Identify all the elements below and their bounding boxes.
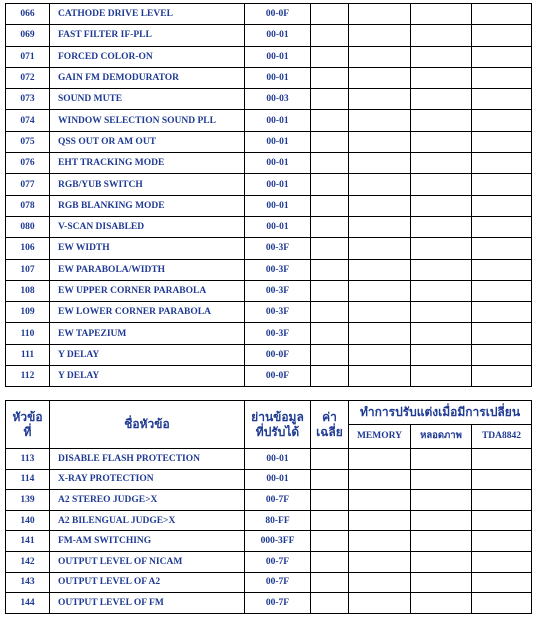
item-number: 077: [6, 174, 50, 195]
ic-cell: [472, 238, 532, 259]
picture-tube-cell: [411, 323, 472, 344]
average-cell: [311, 67, 349, 88]
ic-cell: [472, 531, 532, 552]
average-cell: [311, 216, 349, 237]
item-range: 00-01: [245, 25, 311, 46]
memory-cell: [349, 259, 411, 280]
item-range: 00-01: [245, 469, 311, 490]
ic-cell: [472, 469, 532, 490]
table-row: [6, 89, 532, 110]
average-cell: [311, 238, 349, 259]
memory-cell: [349, 531, 411, 552]
item-name: X-RAY PROTECTION: [50, 469, 245, 490]
item-range: 00-3F: [245, 302, 311, 323]
item-range: 00-7F: [245, 490, 311, 511]
header-memory: MEMORY: [349, 425, 411, 449]
average-cell: [311, 572, 349, 593]
ic-cell: [472, 131, 532, 152]
memory-cell: [349, 4, 411, 25]
table-row: [6, 4, 532, 25]
table-row: [6, 323, 532, 344]
header-item-no-line2: ที่: [23, 424, 32, 439]
item-number: 066: [6, 4, 50, 25]
item-range: 00-7F: [245, 572, 311, 593]
item-range: 00-0F: [245, 4, 311, 25]
average-cell: [311, 593, 349, 614]
table-row: [6, 238, 532, 259]
memory-cell: [349, 110, 411, 131]
table-row: [6, 174, 532, 195]
average-cell: [311, 46, 349, 67]
item-number: 139: [6, 490, 50, 511]
item-range: 00-01: [245, 195, 311, 216]
item-name: FORCED COLOR-ON: [50, 46, 245, 67]
ic-cell: [472, 259, 532, 280]
item-name: EW LOWER CORNER PARABOLA: [50, 302, 245, 323]
header-ic-tda8842: TDA8842: [472, 425, 532, 449]
settings-table-top: [5, 3, 532, 387]
picture-tube-cell: [411, 490, 472, 511]
table-row: [6, 366, 532, 387]
item-range: 00-3F: [245, 323, 311, 344]
picture-tube-cell: [411, 302, 472, 323]
header-range: [245, 401, 311, 449]
item-name: EW TAPEZIUM: [50, 323, 245, 344]
item-number: 076: [6, 153, 50, 174]
ic-cell: [472, 89, 532, 110]
ic-cell: [472, 572, 532, 593]
memory-cell: [349, 551, 411, 572]
item-number: 110: [6, 323, 50, 344]
header-average-line1: ค่า: [322, 409, 337, 424]
memory-cell: [349, 280, 411, 301]
picture-tube-cell: [411, 449, 472, 470]
average-cell: [311, 153, 349, 174]
average-cell: [311, 25, 349, 46]
item-range: 80-FF: [245, 510, 311, 531]
item-name: EHT TRACKING MODE: [50, 153, 245, 174]
average-cell: [311, 510, 349, 531]
ic-cell: [472, 195, 532, 216]
memory-cell: [349, 572, 411, 593]
picture-tube-cell: [411, 572, 472, 593]
item-range: 00-01: [245, 67, 311, 88]
item-number: 112: [6, 366, 50, 387]
item-name: EW WIDTH: [50, 238, 245, 259]
item-name: CATHODE DRIVE LEVEL: [50, 4, 245, 25]
item-number: 071: [6, 46, 50, 67]
table-row: [6, 46, 532, 67]
picture-tube-cell: [411, 344, 472, 365]
header-item-name: ชื่อหัวข้อ: [50, 401, 245, 449]
ic-cell: [472, 110, 532, 131]
item-name: OUTPUT LEVEL OF A2: [50, 572, 245, 593]
item-number: 111: [6, 344, 50, 365]
ic-cell: [472, 449, 532, 470]
ic-cell: [472, 153, 532, 174]
ic-cell: [472, 302, 532, 323]
item-number: 078: [6, 195, 50, 216]
item-number: 141: [6, 531, 50, 552]
picture-tube-cell: [411, 67, 472, 88]
item-range: 00-3F: [245, 238, 311, 259]
item-number: 140: [6, 510, 50, 531]
ic-cell: [472, 280, 532, 301]
item-range: 00-01: [245, 110, 311, 131]
memory-cell: [349, 238, 411, 259]
item-number: 106: [6, 238, 50, 259]
average-cell: [311, 259, 349, 280]
item-range: 00-7F: [245, 593, 311, 614]
table-row: [6, 469, 532, 490]
ic-cell: [472, 510, 532, 531]
ic-cell: [472, 46, 532, 67]
item-range: 00-01: [245, 449, 311, 470]
average-cell: [311, 366, 349, 387]
item-name: RGB BLANKING MODE: [50, 195, 245, 216]
average-cell: [311, 89, 349, 110]
table-row: [6, 195, 532, 216]
average-cell: [311, 280, 349, 301]
table-row: [6, 593, 532, 614]
ic-cell: [472, 551, 532, 572]
item-name: EW PARABOLA/WIDTH: [50, 259, 245, 280]
item-range: 00-01: [245, 46, 311, 67]
memory-cell: [349, 25, 411, 46]
memory-cell: [349, 449, 411, 470]
item-range: 00-3F: [245, 259, 311, 280]
item-number: 144: [6, 593, 50, 614]
table-row: [6, 344, 532, 365]
header-average: [311, 401, 349, 449]
picture-tube-cell: [411, 25, 472, 46]
picture-tube-cell: [411, 259, 472, 280]
item-name: Y DELAY: [50, 366, 245, 387]
item-name: A2 BILENGUAL JUDGE>X: [50, 510, 245, 531]
item-name: GAIN FM DEMODURATOR: [50, 67, 245, 88]
item-number: 107: [6, 259, 50, 280]
memory-cell: [349, 89, 411, 110]
memory-cell: [349, 216, 411, 237]
item-range: 00-0F: [245, 366, 311, 387]
picture-tube-cell: [411, 216, 472, 237]
item-range: 00-03: [245, 89, 311, 110]
header-adjust: ทำการปรับแต่งเมื่อมีการเปลี่ยน: [349, 401, 532, 425]
ic-cell: [472, 490, 532, 511]
item-number: 080: [6, 216, 50, 237]
picture-tube-cell: [411, 510, 472, 531]
item-number: 143: [6, 572, 50, 593]
table-row: [6, 302, 532, 323]
header-range-line2: ที่ปรับได้: [255, 424, 300, 439]
item-range: 00-3F: [245, 280, 311, 301]
picture-tube-cell: [411, 551, 472, 572]
item-name: RGB/YUB SWITCH: [50, 174, 245, 195]
header-picture-tube: หลอดภาพ: [411, 425, 472, 449]
settings-table-bottom: [5, 400, 532, 614]
average-cell: [311, 323, 349, 344]
memory-cell: [349, 323, 411, 344]
table-row: [6, 449, 532, 470]
ic-cell: [472, 593, 532, 614]
table-row: [6, 259, 532, 280]
item-name: EW UPPER CORNER PARABOLA: [50, 280, 245, 301]
memory-cell: [349, 510, 411, 531]
memory-cell: [349, 344, 411, 365]
table-row: [6, 490, 532, 511]
average-cell: [311, 490, 349, 511]
item-range: 00-01: [245, 131, 311, 152]
ic-cell: [472, 366, 532, 387]
picture-tube-cell: [411, 366, 472, 387]
average-cell: [311, 131, 349, 152]
item-range: 00-01: [245, 153, 311, 174]
table-row: [6, 153, 532, 174]
memory-cell: [349, 67, 411, 88]
picture-tube-cell: [411, 195, 472, 216]
memory-cell: [349, 302, 411, 323]
ic-cell: [472, 216, 532, 237]
ic-cell: [472, 4, 532, 25]
memory-cell: [349, 195, 411, 216]
item-number: 113: [6, 449, 50, 470]
item-range: 00-01: [245, 174, 311, 195]
item-number: 073: [6, 89, 50, 110]
memory-cell: [349, 490, 411, 511]
average-cell: [311, 4, 349, 25]
item-range: 00-0F: [245, 344, 311, 365]
picture-tube-cell: [411, 280, 472, 301]
table-row: [6, 510, 532, 531]
picture-tube-cell: [411, 174, 472, 195]
item-name: WINDOW SELECTION SOUND PLL: [50, 110, 245, 131]
item-name: SOUND MUTE: [50, 89, 245, 110]
item-name: QSS OUT OR AM OUT: [50, 131, 245, 152]
item-range: 000-3FF: [245, 531, 311, 552]
header-range-line1: ย่านข้อมูล: [251, 409, 304, 424]
table-row: [6, 110, 532, 131]
item-range: 00-7F: [245, 551, 311, 572]
ic-cell: [472, 323, 532, 344]
picture-tube-cell: [411, 238, 472, 259]
table-row: [6, 216, 532, 237]
average-cell: [311, 174, 349, 195]
item-number: 109: [6, 302, 50, 323]
item-number: 074: [6, 110, 50, 131]
average-cell: [311, 531, 349, 552]
memory-cell: [349, 131, 411, 152]
picture-tube-cell: [411, 89, 472, 110]
item-number: 072: [6, 67, 50, 88]
item-name: OUTPUT LEVEL OF FM: [50, 593, 245, 614]
item-number: 075: [6, 131, 50, 152]
item-number: 069: [6, 25, 50, 46]
item-name: DISABLE FLASH PROTECTION: [50, 449, 245, 470]
memory-cell: [349, 366, 411, 387]
item-name: FAST FILTER IF-PLL: [50, 25, 245, 46]
average-cell: [311, 449, 349, 470]
memory-cell: [349, 174, 411, 195]
average-cell: [311, 469, 349, 490]
item-name: A2 STEREO JUDGE>X: [50, 490, 245, 511]
ic-cell: [472, 344, 532, 365]
picture-tube-cell: [411, 469, 472, 490]
item-number: 108: [6, 280, 50, 301]
item-range: 00-01: [245, 216, 311, 237]
average-cell: [311, 551, 349, 572]
item-name: OUTPUT LEVEL OF NICAM: [50, 551, 245, 572]
picture-tube-cell: [411, 4, 472, 25]
picture-tube-cell: [411, 131, 472, 152]
table-row: [6, 551, 532, 572]
header-item-no: [6, 401, 50, 449]
average-cell: [311, 195, 349, 216]
picture-tube-cell: [411, 153, 472, 174]
average-cell: [311, 302, 349, 323]
header-item-no-line1: หัวข้อ: [12, 409, 43, 424]
picture-tube-cell: [411, 110, 472, 131]
item-number: 114: [6, 469, 50, 490]
picture-tube-cell: [411, 46, 472, 67]
header-average-line2: เฉลี่ย: [316, 424, 343, 439]
item-number: 142: [6, 551, 50, 572]
item-name: V-SCAN DISABLED: [50, 216, 245, 237]
picture-tube-cell: [411, 593, 472, 614]
item-name: Y DELAY: [50, 344, 245, 365]
table-row: [6, 280, 532, 301]
table-row: [6, 572, 532, 593]
memory-cell: [349, 593, 411, 614]
table-row: [6, 131, 532, 152]
memory-cell: [349, 46, 411, 67]
memory-cell: [349, 469, 411, 490]
ic-cell: [472, 174, 532, 195]
table-row: [6, 25, 532, 46]
average-cell: [311, 344, 349, 365]
table-row: [6, 531, 532, 552]
ic-cell: [472, 25, 532, 46]
table-row: [6, 67, 532, 88]
memory-cell: [349, 153, 411, 174]
item-name: FM-AM SWITCHING: [50, 531, 245, 552]
average-cell: [311, 110, 349, 131]
picture-tube-cell: [411, 531, 472, 552]
ic-cell: [472, 67, 532, 88]
